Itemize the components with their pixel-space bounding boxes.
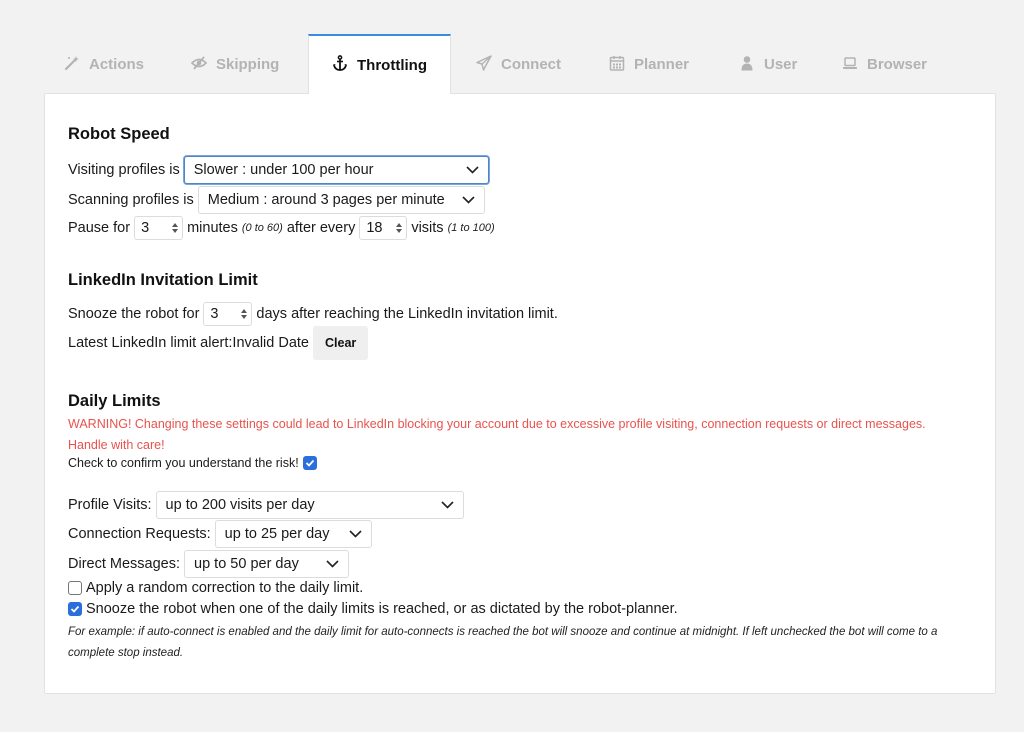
confirm-risk-checkbox[interactable] <box>303 456 317 470</box>
tab-user[interactable] <box>739 35 797 94</box>
throttling-panel <box>44 93 996 694</box>
after-every-label: after every <box>286 220 356 236</box>
pause-label: Pause for <box>68 220 131 236</box>
direct-messages-select[interactable] <box>184 550 349 578</box>
chevron-down-icon <box>326 556 339 572</box>
tab-connect[interactable] <box>476 35 561 94</box>
invitation-limit-heading: LinkedIn Invitation Limit <box>68 271 258 289</box>
visiting-label: Visiting profiles is <box>68 162 180 178</box>
chevron-down-icon <box>441 497 454 513</box>
scanning-label: Scanning profiles is <box>68 192 194 208</box>
visiting-row <box>68 156 489 184</box>
visits-count-value: 18 <box>366 220 383 236</box>
tab-skipping-label: Skipping <box>216 56 280 73</box>
visits-count-input[interactable] <box>359 216 407 240</box>
scanning-speed-select[interactable] <box>198 186 485 214</box>
tab-planner-label: Planner <box>634 56 690 73</box>
random-correction-label: Apply a random correction to the daily limit. <box>86 580 364 596</box>
snooze-days-value: 3 <box>210 306 219 322</box>
clear-button[interactable]: Clear <box>313 326 368 360</box>
snooze-daily-checkbox[interactable] <box>68 602 82 616</box>
snooze-days-row <box>68 302 558 326</box>
connection-requests-row <box>68 520 372 548</box>
calendar-icon <box>609 55 625 75</box>
visits-label: visits <box>411 220 444 236</box>
tab-browser-label: Browser <box>867 56 928 73</box>
confirm-risk-row <box>68 456 317 470</box>
tab-planner[interactable] <box>609 35 689 94</box>
connection-requests-label: Connection Requests: <box>68 526 211 542</box>
random-correction-checkbox[interactable] <box>68 581 82 595</box>
minutes-range: (0 to 60) <box>241 222 283 234</box>
snooze-prefix: Snooze the robot for <box>68 306 200 322</box>
tab-actions[interactable] <box>64 35 144 94</box>
profile-visits-row <box>68 491 464 519</box>
tab-user-label: User <box>764 56 798 73</box>
tab-connect-label: Connect <box>501 56 561 73</box>
direct-messages-value: up to 50 per day <box>194 556 299 572</box>
profile-visits-select[interactable] <box>156 491 464 519</box>
tab-bar <box>44 35 996 94</box>
direct-messages-row <box>68 550 349 578</box>
snooze-days-input[interactable] <box>203 302 252 326</box>
risk-warning: WARNING! Changing these settings could lead to LinkedIn blocking your account due to excessive profile visiting, connection requests or direct messages. Handle with care! <box>68 417 926 452</box>
spinner-icon[interactable] <box>396 223 402 233</box>
random-correction-row <box>68 580 363 596</box>
user-icon <box>739 55 755 75</box>
robot-speed-heading: Robot Speed <box>68 125 170 143</box>
eye-slash-icon <box>191 55 207 75</box>
laptop-icon <box>842 55 858 75</box>
tab-skipping[interactable] <box>191 35 279 94</box>
chevron-down-icon <box>466 162 479 178</box>
tab-browser[interactable] <box>842 35 927 94</box>
pause-minutes-input[interactable] <box>134 216 183 240</box>
snooze-daily-label: Snooze the robot when one of the daily limits is reached, or as dictated by the robot-planner. <box>86 601 678 617</box>
example-note: For example: if auto-connect is enabled and the daily limit for auto-connects is reached the bot will snooze and continue at midnight. If left unchecked the bot will come to a complete stop instead. <box>68 626 938 659</box>
visiting-speed-select[interactable] <box>184 156 489 184</box>
direct-messages-label: Direct Messages: <box>68 556 181 572</box>
chevron-down-icon <box>462 192 475 208</box>
pause-row <box>68 216 495 240</box>
snooze-suffix: days after reaching the LinkedIn invitation limit. <box>256 306 558 322</box>
daily-limits-heading: Daily Limits <box>68 392 161 410</box>
confirm-risk-label: Check to confirm you understand the risk! <box>68 456 299 470</box>
profile-visits-value: up to 200 visits per day <box>165 497 315 513</box>
latest-alert-row <box>68 326 368 360</box>
scanning-speed-value: Medium : around 3 pages per minute <box>207 192 445 208</box>
minutes-label: minutes <box>187 220 238 236</box>
magic-wand-icon <box>64 55 80 75</box>
tab-actions-label: Actions <box>89 56 145 73</box>
chevron-down-icon <box>349 526 362 542</box>
tab-throttling[interactable] <box>308 34 451 94</box>
pause-minutes-value: 3 <box>141 220 150 236</box>
latest-alert-label: Latest LinkedIn limit alert:Invalid Date <box>68 335 309 351</box>
snooze-daily-row <box>68 601 678 617</box>
connection-requests-value: up to 25 per day <box>224 526 330 542</box>
connection-requests-select[interactable] <box>215 520 372 548</box>
anchor-icon <box>332 55 348 75</box>
tab-throttling-label: Throttling <box>357 56 427 74</box>
visits-range: (1 to 100) <box>447 222 495 234</box>
spinner-icon[interactable] <box>172 223 178 233</box>
scanning-row <box>68 186 485 214</box>
visiting-speed-value: Slower : under 100 per hour <box>193 162 374 178</box>
spinner-icon[interactable] <box>241 309 247 319</box>
paper-plane-icon <box>476 55 492 75</box>
profile-visits-label: Profile Visits: <box>68 497 152 513</box>
